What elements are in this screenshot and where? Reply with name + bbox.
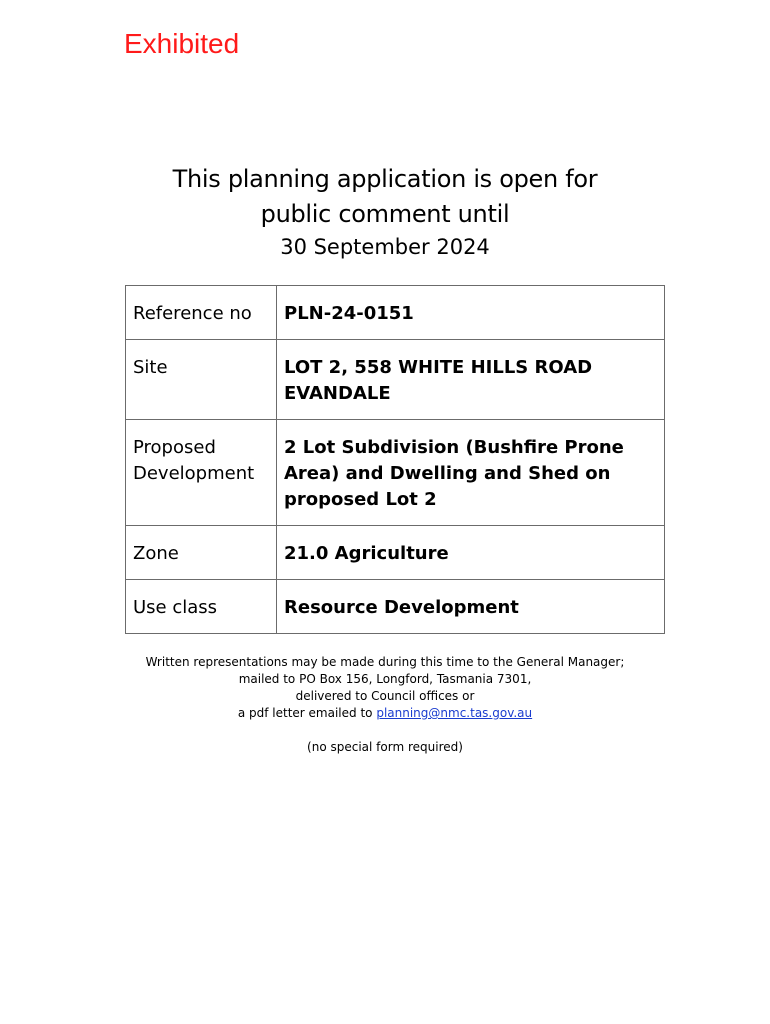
table-row xyxy=(126,286,665,340)
instructions-line-1: Written representations may be made during this time to the General Manager; xyxy=(145,655,625,669)
instructions-line-4 xyxy=(0,705,770,722)
closing-date: 30 September 2024 xyxy=(280,235,490,259)
reference-value: PLN-24-0151 xyxy=(277,286,665,340)
instructions-line-2: mailed to PO Box 156, Longford, Tasmania 7301, xyxy=(238,672,532,686)
headline-line-1: This planning application is open for xyxy=(172,165,598,193)
table-row xyxy=(126,420,665,526)
table-row xyxy=(126,526,665,580)
headline-line-2: public comment until xyxy=(260,200,510,228)
site-value: LOT 2, 558 WHITE HILLS ROAD EVANDALE xyxy=(277,340,665,420)
reference-label: Reference no xyxy=(126,286,277,340)
instructions-line-3: delivered to Council offices or xyxy=(295,689,475,703)
zone-value: 21.0 Agriculture xyxy=(277,526,665,580)
site-label: Site xyxy=(126,340,277,420)
footnote: (no special form required) xyxy=(307,740,463,754)
proposed-development-value: 2 Lot Subdivision (Bushfire Prone Area) and Dwelling and Shed on proposed Lot 2 xyxy=(277,420,665,526)
use-class-value: Resource Development xyxy=(277,580,665,634)
application-details-table xyxy=(125,285,665,634)
representation-instructions xyxy=(0,654,770,722)
email-link[interactable]: planning@nmc.tas.gov.au xyxy=(376,706,533,720)
exhibited-stamp: Exhibited xyxy=(124,28,240,59)
proposed-development-label: Proposed Development xyxy=(126,420,277,526)
zone-label: Zone xyxy=(126,526,277,580)
email-prefix: a pdf letter emailed to xyxy=(237,706,373,720)
table-row xyxy=(126,340,665,420)
table-row xyxy=(126,580,665,634)
use-class-label: Use class xyxy=(126,580,277,634)
headline xyxy=(0,162,770,232)
